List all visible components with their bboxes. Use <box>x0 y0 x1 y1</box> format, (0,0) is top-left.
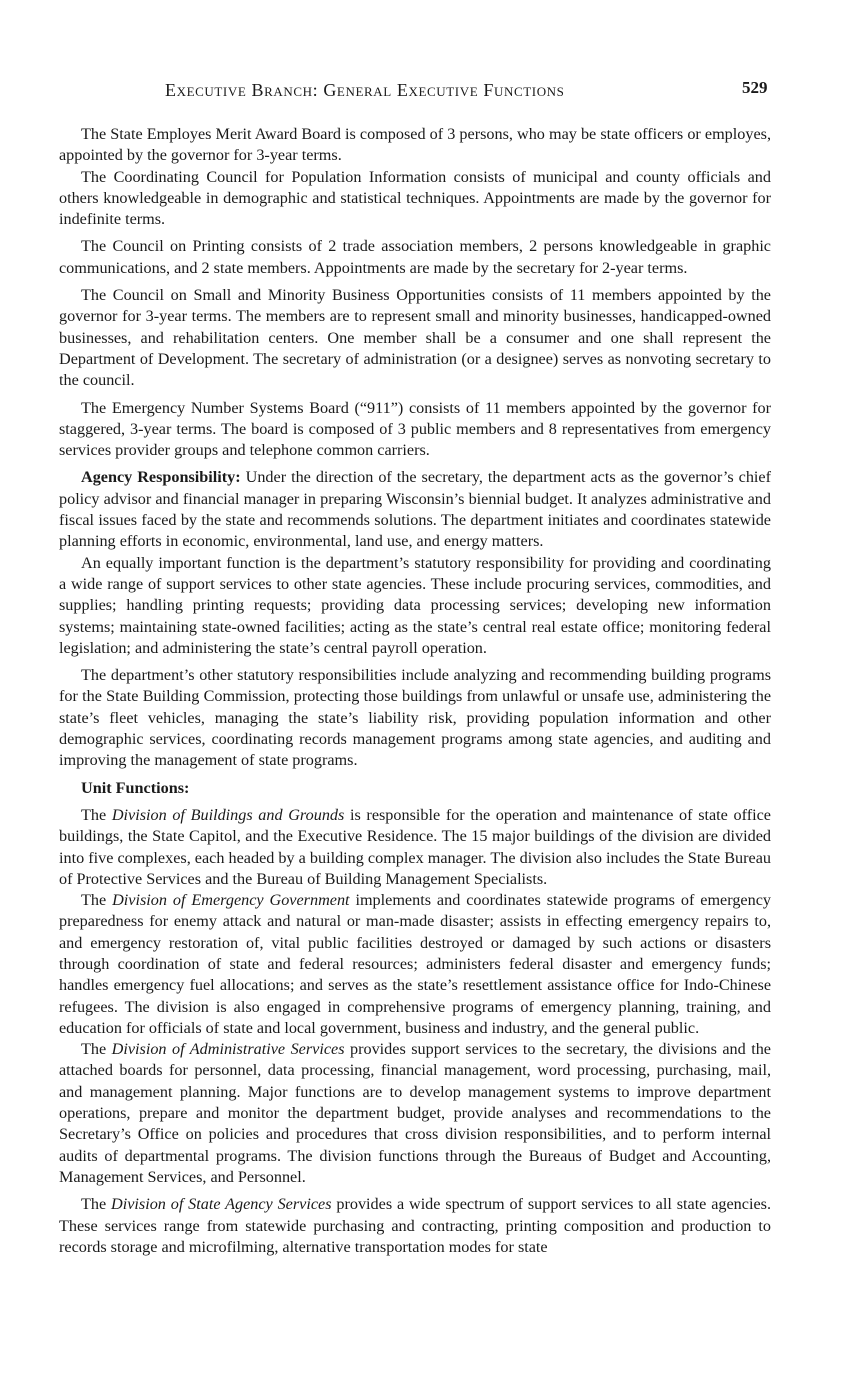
admin-text: provides support services to the secretary, the divisions and the attached boards for personnel, data processing, financial management, word processing, purchasing, mail, and management planning. Major functions are to develop management systems to improve department operations, prepare and monitor the department budget, provide analyses and recommendations to the Secretary’s Office on policies and procedures that cross division responsibilities, and to perform internal audits of departmental programs. The division functions through the Bureaus of Budget and Accounting, Management Services, and Personnel. <box>59 1040 771 1186</box>
paragraph-buildings-grounds <box>59 805 771 890</box>
agency-services-division-name: Division of State Agency Services <box>111 1195 332 1214</box>
paragraph-merit-award: The State Employes Merit Award Board is composed of 3 persons, who may be state officers or employes, appointed by the governor for 3-year terms. <box>59 125 771 165</box>
page-number: 529 <box>742 78 768 97</box>
paragraph-small-business: The Council on Small and Minority Business Opportunities consists of 11 members appointed by the governor for 3-year terms. The members are to represent small and minority businesses, handicapped-owned businesses, and rehabilitation centers. One member shall be a consumer and one shall represent the Department of Development. The secretary of administration (or a designee) serves as nonvoting secretary to the council. <box>59 286 771 390</box>
buildings-pre: The <box>81 805 112 824</box>
running-head-separator: : <box>312 80 324 100</box>
emergency-pre: The <box>81 891 113 910</box>
admin-pre: The <box>81 1040 112 1059</box>
running-head-branch: Executive Branch <box>165 80 313 100</box>
running-head-section: General Executive Functions <box>323 80 565 100</box>
agency-services-pre: The <box>81 1195 112 1214</box>
buildings-division-name: Division of Buildings and Grounds <box>111 805 345 824</box>
page-header <box>0 76 859 106</box>
unit-functions-heading: Unit Functions: <box>81 778 190 797</box>
emergency-division-name: Division of Emergency Government <box>112 891 350 910</box>
paragraph-state-agency-services <box>59 1194 771 1258</box>
paragraph-administrative-services <box>59 1039 771 1188</box>
paragraph-other-responsibilities: The department’s other statutory responsibilities include analyzing and recommending building programs for the State Building Commission, protecting those buildings from unlawful or unsafe use, administering the state’s fleet vehicles, managing the state’s liability risk, providing population information and other demographic services, coordinating records management programs among state agencies, and auditing and improving the management of state programs. <box>59 666 771 770</box>
agency-services-text: provides a wide spectrum of support services to all state agencies. These services range from statewide purchasing and contracting, printing composition and production to records storage and microfilming, alternative transportation modes for state <box>59 1195 771 1256</box>
agency-responsibility-text: Under the direction of the secretary, the department acts as the governor’s chief policy advisor and financial manager in preparing Wisconsin’s biennial budget. It analyzes administrative and fiscal issues faced by the state and recommends solutions. The department initiates and coordinates statewide planning efforts in economic, environmental, land use, and energy matters. <box>59 468 771 551</box>
body-text <box>59 124 771 1264</box>
paragraph-emergency-government <box>59 890 771 1039</box>
buildings-text: is responsible for the operation and maintenance of state office buildings, the State Capitol, and the Executive Residence. The 15 major buildings of the division are divided into five complexes, each headed by a building complex manager. The division also includes the State Bureau of Protective Services and the Bureau of Building Management Specialists. <box>59 805 771 888</box>
agency-responsibility-heading: Agency Responsibility: <box>81 468 241 487</box>
paragraph-printing: The Council on Printing consists of 2 trade association members, 2 persons knowledgeable in graphic communications, and 2 state members. Appointments are made by the secretary for 2-year terms. <box>59 237 771 277</box>
admin-division-name: Division of Administrative Services <box>111 1040 345 1059</box>
paragraph-support-services: An equally important function is the department’s statutory responsibility for providing and coordinating a wide range of support services to other state agencies. These include procuring services, commodities, and supplies; handling printing requests; providing data processing services; developing new information systems; maintaining state-owned facilities; acting as the state’s central real estate office; monitoring federal legislation; and administering the state’s central payroll operation. <box>59 553 771 657</box>
paragraph-emergency-number: The Emergency Number Systems Board (“911”) consists of 11 members appointed by the governor for staggered, 3-year terms. The board is composed of 3 public members and 8 representatives from emergency services provider groups and telephone common carriers. <box>59 398 771 460</box>
emergency-text: implements and coordinates statewide programs of emergency preparedness for enemy attack and natural or man-made disaster; assists in effecting emergency repairs to, and emergency restoration of, vital public facilities destroyed or damaged by such actions or disasters through coordination of state and federal resources; administers federal disaster and emergency funds; handles emergency fuel allocations; and serves as the state’s resettlement assistance office for Indo-Chinese refugees. The division is also engaged in comprehensive programs of emergency planning, training, and education for officials of state and local government, business and industry, and the general public. <box>59 891 771 1037</box>
paragraph-population-info: The Coordinating Council for Population Information consists of municipal and county officials and others knowledgeable in demographic and statistical techniques. Appointments are made by the governor for indefinite terms. <box>59 167 771 229</box>
paragraph-agency-responsibility <box>59 467 771 552</box>
running-head <box>165 80 565 101</box>
